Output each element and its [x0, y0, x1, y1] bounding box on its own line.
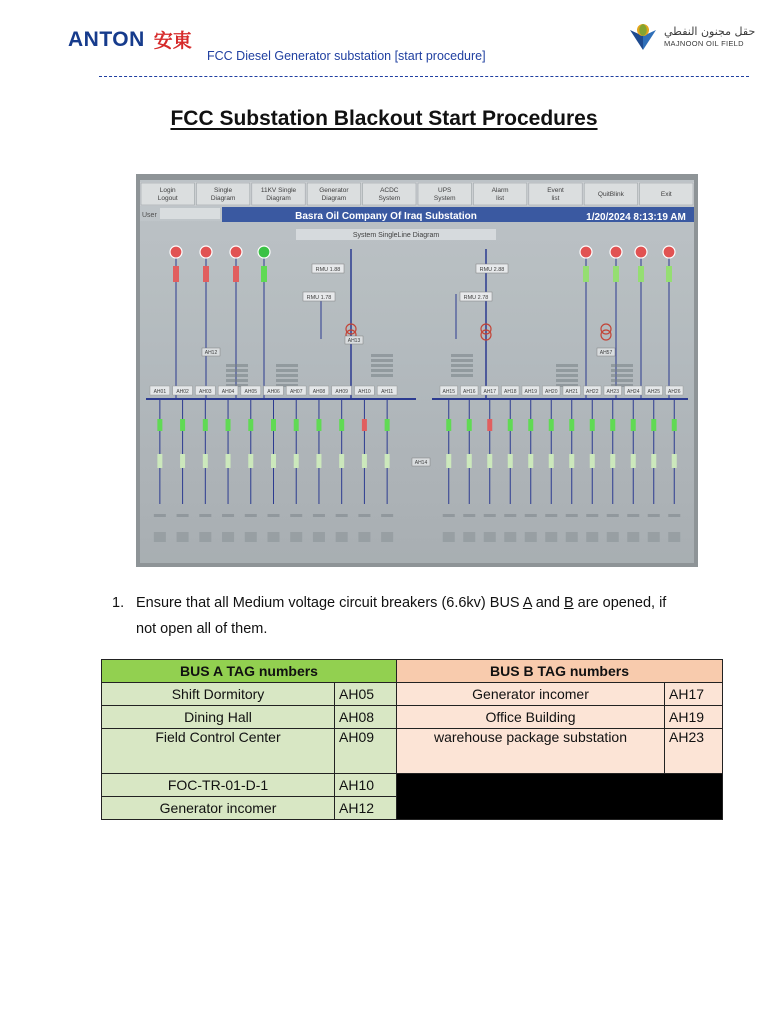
hmi-cell-label: AH26: [667, 389, 681, 395]
hmi-datetime: 1/20/2024 8:13:19 AM: [586, 212, 686, 223]
hmi-cell-label: AH25: [647, 389, 661, 395]
table-row: [102, 706, 723, 729]
bus-a-name: Generator incomer: [102, 797, 335, 820]
hmi-menu-label: Logout: [157, 195, 178, 202]
hmi-banner: Basra Oil Company Of Iraq Substation: [295, 211, 477, 222]
hmi-menu-label: Alarm: [491, 187, 509, 194]
hmi-tag-label: AH13: [347, 338, 361, 344]
step-bus-a: A: [522, 595, 532, 611]
hmi-menu-label: list: [496, 195, 505, 202]
hmi-cell-label: AH10: [358, 389, 371, 395]
hmi-diagram-title: System SingleLine Diagram: [352, 232, 440, 239]
hmi-cell-label: AH15: [442, 389, 456, 395]
hmi-cell-label: AH23: [606, 389, 620, 395]
blank-black-cell: [397, 774, 723, 820]
anton-logo: [68, 26, 192, 53]
page-title: FCC Substation Blackout Start Procedures: [170, 107, 598, 130]
step-number: 1.: [112, 595, 125, 611]
bus-a-name: Dining Hall: [102, 706, 335, 729]
bus-a-tag: AH10: [335, 774, 397, 797]
anton-logo-text: ANTON: [68, 27, 145, 51]
bus-b-name: warehouse package substation: [397, 729, 665, 774]
hmi-cell-label: AH22: [585, 389, 599, 395]
hmi-menu-label: Generator: [319, 187, 349, 194]
hmi-cell-label: AH16: [462, 389, 476, 395]
hmi-cell-label: AH02: [176, 389, 189, 395]
majnoon-logo-arabic: حقل مجنون النفطي: [664, 25, 756, 39]
hmi-menu-label: Event: [547, 187, 564, 194]
hmi-screen-photo: [136, 174, 698, 567]
hmi-single-line-diagram: [136, 174, 698, 567]
bus-a-tag: AH05: [335, 683, 397, 706]
step-bus-b: B: [563, 595, 574, 611]
hmi-menu-label: Diagram: [321, 195, 347, 202]
bus-b-tag: AH19: [665, 706, 723, 729]
bus-a-tag: AH09: [335, 729, 397, 774]
majnoon-logo: [628, 22, 755, 52]
hmi-cell-label: AH20: [544, 389, 558, 395]
hmi-cell-label: AH07: [289, 389, 303, 395]
bus-a-name: FOC-TR-01-D-1: [102, 774, 335, 797]
hmi-menu-label: ACDC: [380, 187, 399, 194]
table-header-row: [102, 660, 723, 683]
table-row: [102, 729, 723, 774]
hmi-tag-label: AH14: [414, 460, 428, 466]
hmi-menu-label: Login: [159, 187, 176, 194]
document-subtitle: FCC Diesel Generator substation [start procedure]: [207, 49, 486, 63]
step-text-part1: Ensure that all Medium voltage circuit breakers (6.6kv) BUS: [136, 595, 523, 611]
hmi-rmu-label: RMU 2.88: [479, 267, 505, 273]
hmi-cell-label: AH17: [483, 389, 497, 395]
hmi-cell-label: AH24: [626, 389, 640, 395]
hmi-menu-label: Diagram: [266, 195, 291, 202]
bus-b-tag: AH17: [665, 683, 723, 706]
bus-a-tag: AH12: [335, 797, 397, 820]
bus-tag-table: [101, 659, 723, 820]
bus-a-header: BUS A TAG numbers: [102, 660, 397, 683]
bus-b-tag: AH23: [665, 729, 723, 774]
hmi-user-label: User: [142, 212, 157, 219]
hmi-menu-label: Exit: [660, 191, 672, 198]
hmi-cell-label: AH04: [221, 389, 235, 395]
bus-b-name: Generator incomer: [397, 683, 665, 706]
majnoon-logo-english: MAJNOON OIL FIELD: [664, 39, 744, 49]
hmi-menu-label: UPS: [438, 187, 452, 194]
bus-b-header: BUS B TAG numbers: [397, 660, 723, 683]
hmi-cell-label: AH19: [524, 389, 538, 395]
hmi-menu-label: System: [378, 195, 401, 202]
hmi-glare: [140, 180, 694, 563]
header-divider: [99, 76, 749, 77]
bus-b-name: Office Building: [397, 706, 665, 729]
bus-a-name: Field Control Center: [102, 729, 335, 774]
hmi-tag-label: AH57: [599, 350, 613, 356]
majnoon-drop-icon: [628, 22, 658, 52]
hmi-rmu-label: RMU 2.78: [463, 295, 489, 301]
step-text-part3: are opened, if not open all of them.: [136, 595, 667, 637]
hmi-cell-label: AH18: [503, 389, 517, 395]
hmi-menu-label: list: [551, 195, 560, 202]
step-text-part2: and: [531, 595, 564, 611]
hmi-cell-label: AH21: [565, 389, 579, 395]
hmi-cell-label: AH08: [312, 389, 326, 395]
anton-logo-cn: 安東: [153, 30, 192, 52]
hmi-rmu-label: RMU 1.88: [315, 267, 341, 273]
hmi-tag-label: AH12: [204, 350, 218, 356]
hmi-cell-label: AH09: [335, 389, 348, 395]
hmi-cell-label: AH11: [381, 389, 394, 395]
hmi-menu-label: System: [433, 195, 456, 202]
table-row: [102, 774, 723, 797]
hmi-menu-label: Single: [214, 187, 233, 194]
step-text: [136, 590, 672, 642]
table-row: [102, 683, 723, 706]
hmi-menu-label: Diagram: [210, 195, 236, 202]
hmi-cell-label: AH01: [153, 389, 167, 395]
hmi-menu-label: QuitBlink: [597, 191, 624, 198]
hmi-cell-label: AH06: [267, 389, 280, 395]
hmi-cell-label: AH05: [244, 389, 258, 395]
hmi-cell-label: AH03: [199, 389, 212, 395]
hmi-menu-label: 11KV Single: [260, 187, 297, 194]
bus-a-tag: AH08: [335, 706, 397, 729]
bus-a-name: Shift Dormitory: [102, 683, 335, 706]
hmi-rmu-label: RMU 1.78: [306, 295, 332, 301]
